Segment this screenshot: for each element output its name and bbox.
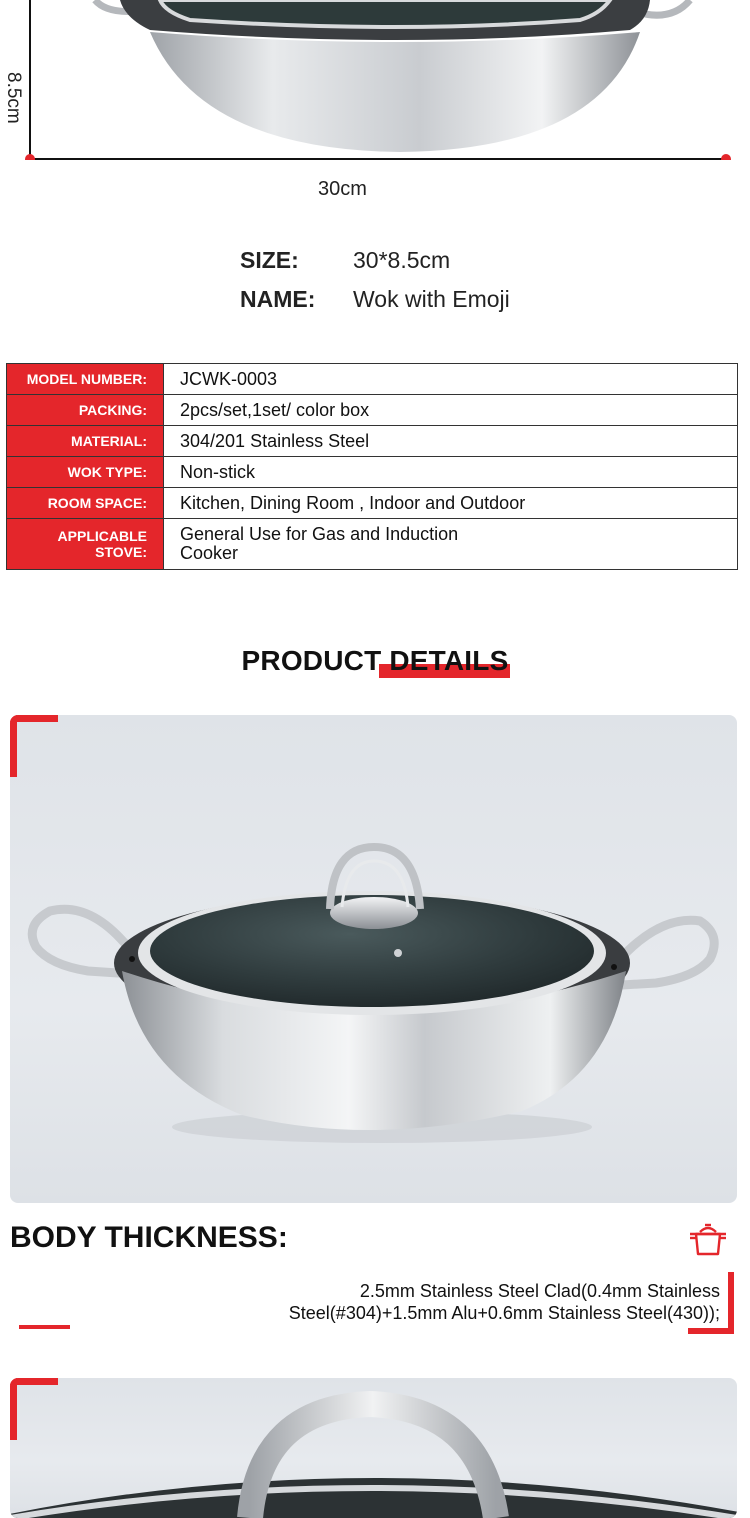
table-value-wok-type: Non-stick — [164, 457, 738, 488]
wok-closeup-image — [10, 1378, 737, 1518]
table-value-room-space: Kitchen, Dining Room , Indoor and Outdoor — [164, 488, 738, 519]
table-key-line: STOVE: — [95, 544, 147, 560]
table-key-applicable-stove — [7, 519, 164, 570]
pot-icon — [688, 1222, 728, 1256]
height-dimension-label: 8.5cm — [3, 72, 24, 124]
corner-accent — [10, 1378, 58, 1385]
spec-table — [6, 363, 738, 570]
spec-name-value: Wok with Emoji — [353, 286, 510, 312]
decorative-red-line — [19, 1325, 70, 1329]
table-value-packing: 2pcs/set,1set/ color box — [164, 395, 738, 426]
width-dimension-label: 30cm — [318, 178, 367, 200]
corner-accent — [10, 1378, 17, 1440]
wok-dimension-image — [0, 0, 750, 160]
body-thickness-title: BODY THICKNESS: — [10, 1221, 288, 1254]
table-value-model-number: JCWK-0003 — [164, 364, 738, 395]
spec-size-value: 30*8.5cm — [353, 247, 451, 273]
table-row — [7, 457, 738, 488]
spec-name-key: NAME: — [240, 286, 316, 312]
table-row — [7, 426, 738, 457]
bracket-accent — [688, 1328, 734, 1334]
table-key-material: MATERIAL: — [7, 426, 164, 457]
table-value-applicable-stove — [164, 519, 738, 570]
section-title: PRODUCT DETAILS — [241, 645, 509, 676]
table-key-wok-type: WOK TYPE: — [7, 457, 164, 488]
table-key-room-space: ROOM SPACE: — [7, 488, 164, 519]
closeup-image-panel — [10, 1378, 737, 1518]
bracket-accent — [728, 1272, 734, 1334]
table-value-material: 304/201 Stainless Steel — [164, 426, 738, 457]
table-value-line: General Use for Gas and Induction — [180, 524, 459, 544]
body-thickness-line: 2.5mm Stainless Steel Clad(0.4mm Stainless — [359, 1281, 720, 1301]
body-thickness-line: Steel(#304)+1.5mm Alu+0.6mm Stainless Steel(430)); — [288, 1303, 720, 1323]
wok-product-image — [10, 715, 737, 1203]
table-row — [7, 364, 738, 395]
table-row — [7, 488, 738, 519]
table-row — [7, 519, 738, 570]
product-image-panel — [10, 715, 737, 1203]
corner-accent — [10, 715, 58, 722]
table-value-line: Cooker — [180, 543, 239, 563]
table-key-model-number: MODEL NUMBER: — [7, 364, 164, 395]
body-thickness-description — [200, 1280, 720, 1324]
corner-accent — [10, 715, 17, 777]
table-key-line: APPLICABLE — [57, 528, 147, 544]
spec-size-key: SIZE: — [240, 247, 299, 273]
table-key-packing: PACKING: — [7, 395, 164, 426]
table-row — [7, 395, 738, 426]
